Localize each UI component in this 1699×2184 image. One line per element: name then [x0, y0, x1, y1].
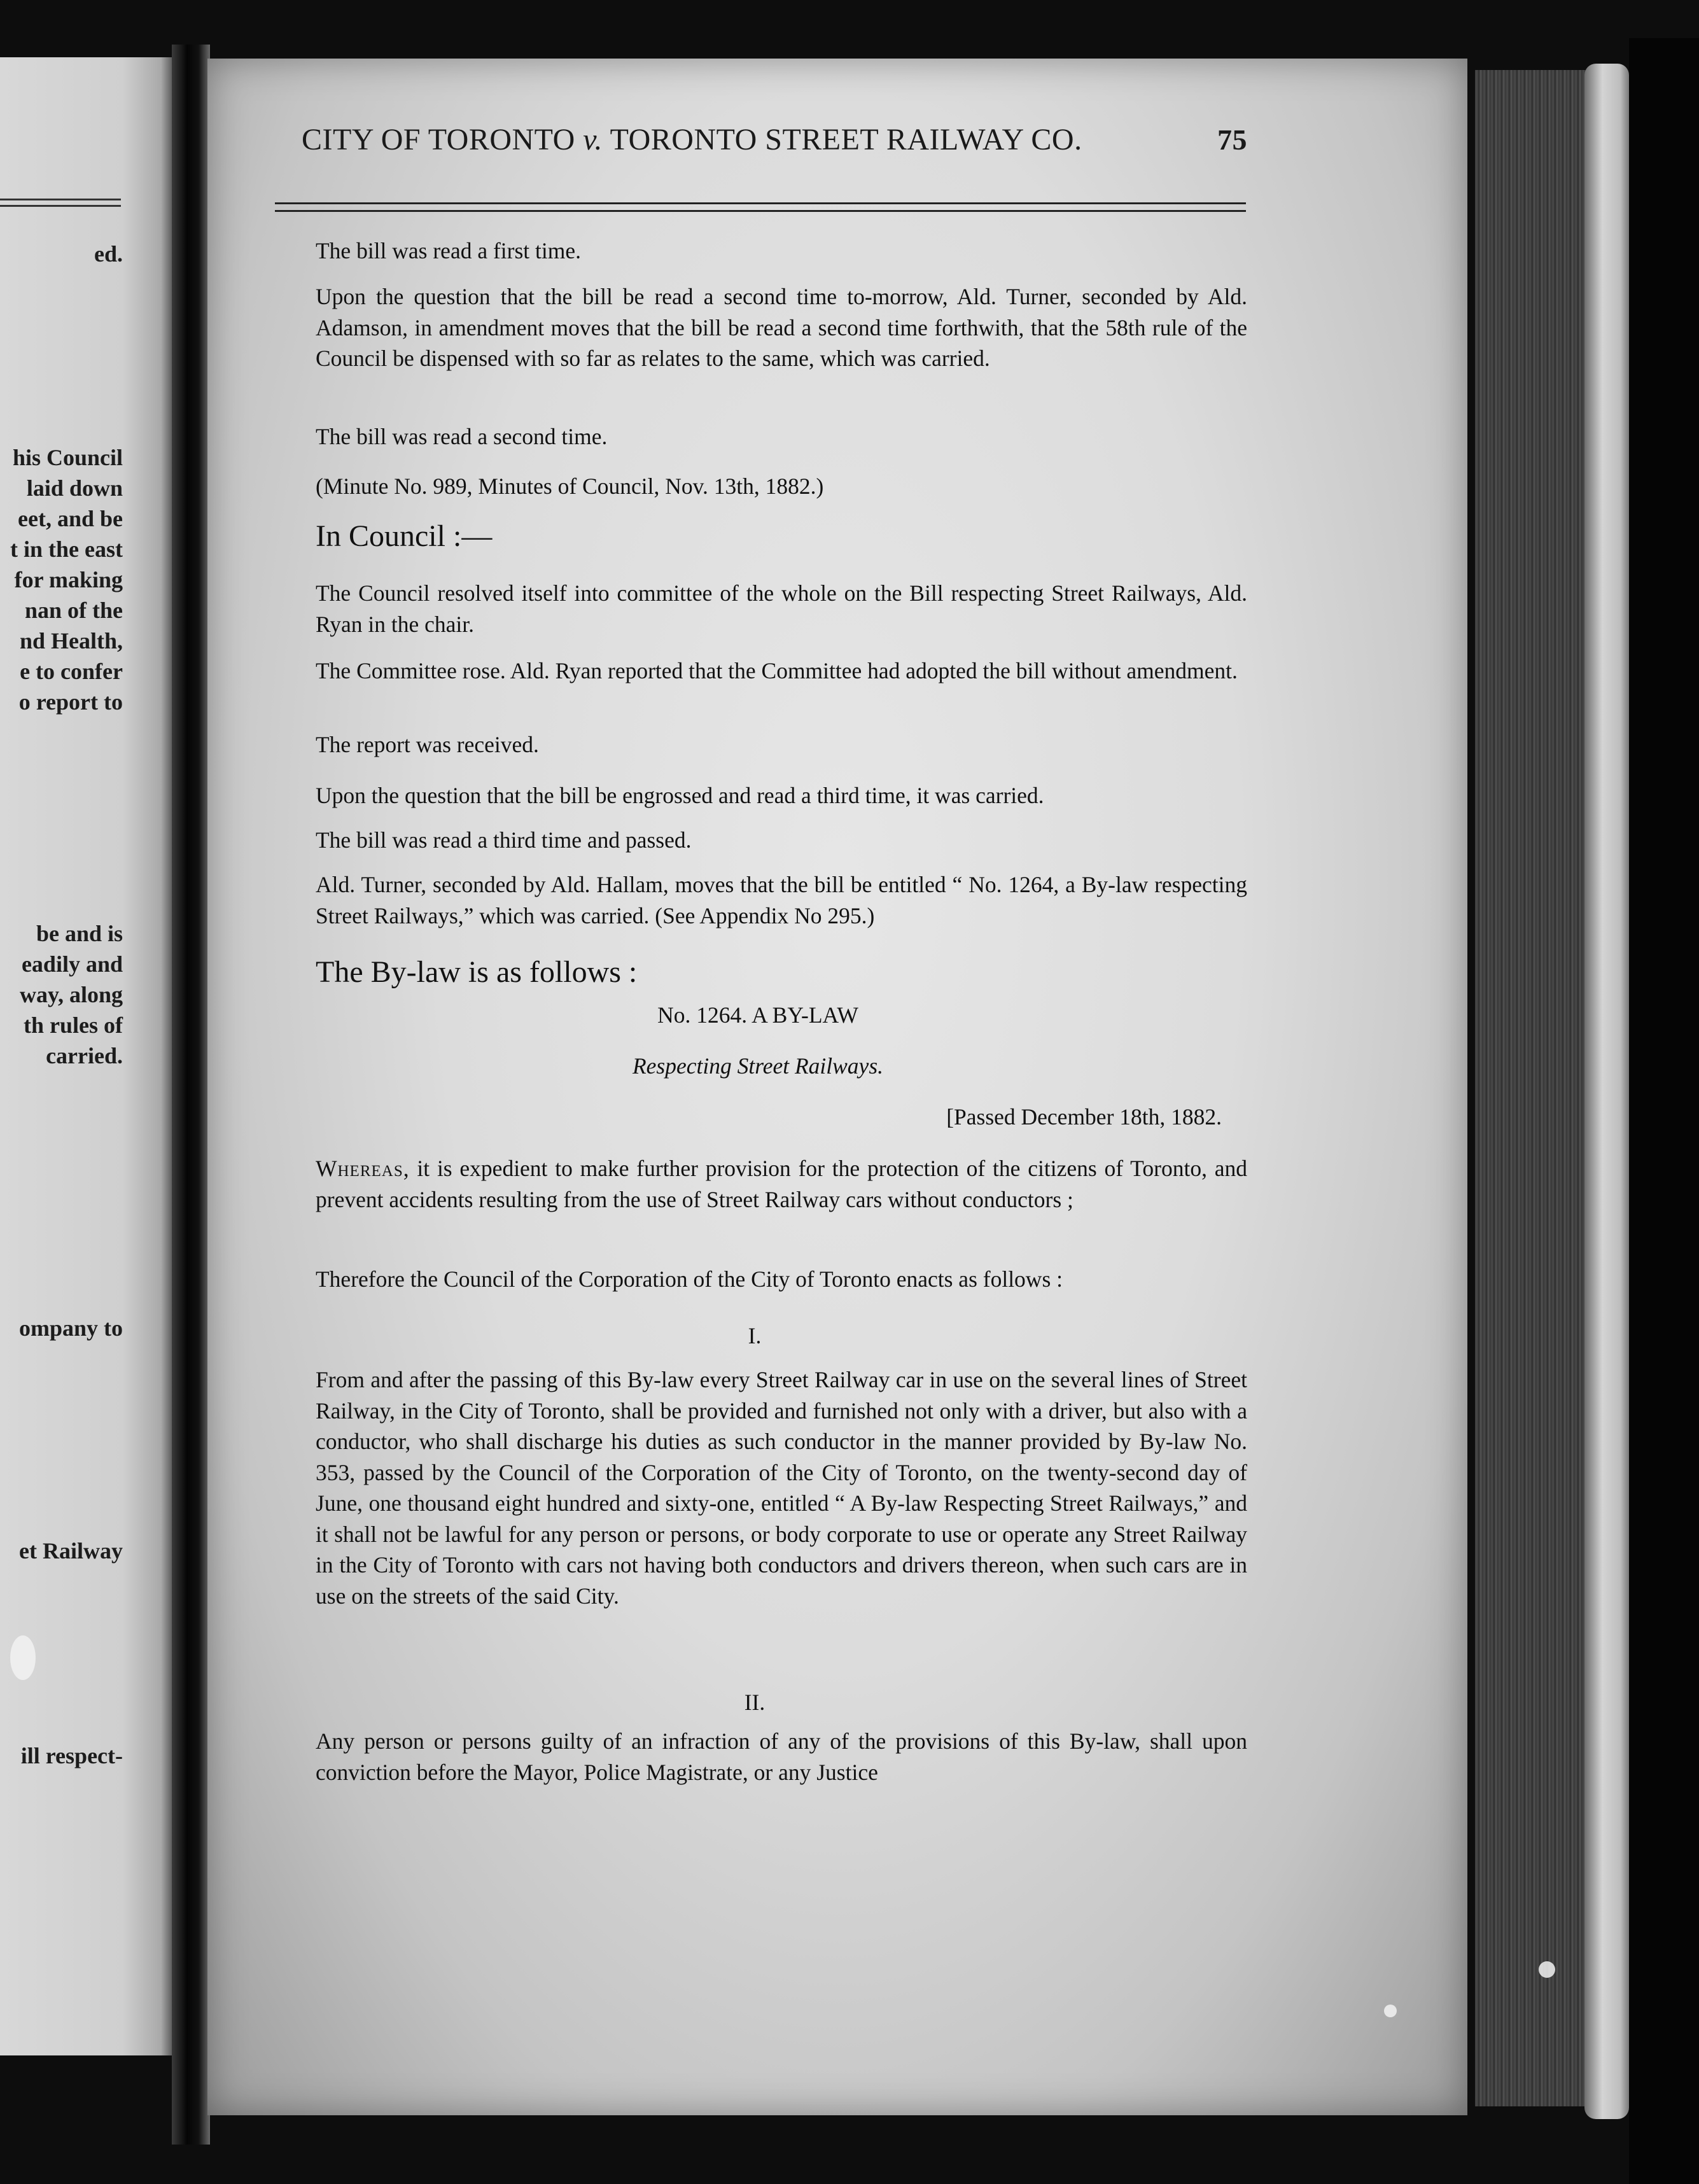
title-part: CITY OF TORONTO — [302, 123, 584, 157]
paragraph — [316, 825, 1247, 856]
left-page-line: ed. — [94, 241, 123, 267]
left-page-rule — [0, 205, 121, 207]
bylaw-subtitle: Respecting Street Railways. — [632, 1053, 884, 1079]
left-page-line: be and is — [36, 921, 123, 946]
left-page-line: eet, and be — [18, 506, 123, 531]
bylaw-number: No. 1264. A BY-LAW — [657, 1002, 858, 1028]
paragraph-text: The bill was read a second time. — [316, 424, 608, 449]
title-part: TORONTO STREET RAILWAY CO. — [603, 123, 1082, 157]
section-number-1: I. — [748, 1323, 762, 1348]
minute-reference: (Minute No. 989, Minutes of Council, Nov. 13th, 1882.) — [316, 473, 824, 499]
paragraph — [316, 729, 1247, 760]
left-page-line: for making — [14, 567, 123, 592]
header-rule — [275, 210, 1246, 212]
paragraph — [316, 655, 1247, 687]
scan-background — [1629, 38, 1699, 2184]
paragraph — [316, 780, 1247, 811]
left-page-line: e to confer — [20, 659, 123, 684]
paragraph-text: Ald. Turner, seconded by Ald. Hallam, moves that the bill be entitled “ No. 1264, a By-law respecting Street Railways,” which was carried. (See Appendix No 295.) — [316, 872, 1247, 928]
heading-bylaw: The By-law is as follows : — [316, 955, 638, 989]
bylaw-passed-date: [Passed December 18th, 1882. — [946, 1104, 1222, 1130]
title-versus: v. — [583, 123, 603, 157]
left-page-line: his Council — [12, 445, 123, 470]
scan-speck — [10, 1635, 36, 1680]
left-page-line: nd Health, — [19, 628, 123, 654]
paragraph-text: Therefore the Council of the Corporation of the City of Toronto enacts as follows : — [316, 1266, 1063, 1292]
left-page-line: way, along — [19, 982, 123, 1007]
paragraph-text: Upon the question that the bill be engrossed and read a third time, it was carried. — [316, 783, 1044, 808]
enacting-clause — [316, 1264, 1247, 1295]
paragraph-text: The bill was read a first time. — [316, 238, 581, 263]
paragraph — [316, 471, 1247, 502]
running-head — [302, 122, 1247, 157]
left-page-line: nan of the — [24, 598, 123, 623]
left-page-line: ompany to — [18, 1315, 123, 1341]
whereas-paragraph — [316, 1153, 1247, 1215]
paragraph — [316, 869, 1247, 931]
left-page-line: th rules of — [24, 1012, 123, 1038]
paragraph-text: The report was received. — [316, 732, 539, 757]
section-number-2: II. — [744, 1690, 766, 1715]
paragraph-text: The Council resolved itself into committee of the whole on the Bill respecting Street Railways, Ald. Ryan in the chair. — [316, 580, 1247, 637]
section-2-text — [316, 1726, 1247, 1788]
left-facing-page — [0, 57, 175, 2055]
whereas-text: it is expedient to make further provision for the protection of the citizens of Toronto, and prevent accidents resulting from the use of Street Railway cars without conductors ; — [316, 1156, 1247, 1212]
heading-in-council: In Council :— — [316, 519, 493, 553]
page-number: 75 — [1217, 123, 1247, 156]
paragraph-text: Upon the question that the bill be read a second time to-morrow, Ald. Turner, seconded by Ald. Adamson, in amendment moves that the bill be read a second time forthwith, that the 58th rule of the Council be dispensed with so far as relates to the same, which was carried. — [316, 284, 1247, 371]
book-edge-highlight — [1584, 64, 1629, 2119]
running-head-title — [302, 122, 1082, 157]
left-page-line: et Railway — [19, 1538, 123, 1564]
paragraph-text: The Committee rose. Ald. Ryan reported that the Committee had adopted the bill without amendment. — [316, 658, 1238, 683]
paragraph — [316, 281, 1247, 374]
book-gutter — [172, 45, 210, 2145]
paragraph-text: From and after the passing of this By-law every Street Railway car in use on the several lines of Street Railway, in the City of Toronto, shall be provided and furnished not only with a driver, but also with a conductor, who shall discharge his duties as such conductor in the manner provided by By-law No. 353, passed by the Council of the Corporation of the City of Toronto, on the twenty-second day of June, one thousand eight hundred and sixty-one, entitled “ A By-law Respecting Street Railways,” and it shall not be lawful for any person or persons, or body corporate to use or operate any Street Railway in the City of Toronto with cars not having both conductors and drivers thereon, when such cars are in use on the streets of the said City. — [316, 1367, 1247, 1609]
paragraph-text: Any person or persons guilty of an infraction of any of the provisions of this By-law, shall upon conviction before the Mayor, Police Magistrate, or any Justice — [316, 1728, 1247, 1785]
left-page-line: eadily and — [21, 951, 123, 977]
left-page-line: t in the east — [10, 536, 123, 562]
paragraph-text — [316, 1153, 1247, 1215]
left-page-line: ill respect- — [20, 1743, 123, 1768]
paragraph-text: The bill was read a third time and passed. — [316, 827, 692, 853]
paragraph — [316, 421, 1247, 452]
paragraph — [316, 578, 1247, 640]
scan-speck — [1539, 1961, 1555, 1978]
scan-speck — [1384, 2005, 1397, 2017]
paragraph — [316, 235, 1247, 267]
left-page-line: carried. — [46, 1043, 123, 1068]
whereas-word: Whereas, — [316, 1156, 410, 1181]
left-page-line: o report to — [18, 689, 123, 715]
left-page-rule — [0, 199, 121, 200]
left-page-line: laid down — [26, 475, 123, 501]
header-rule — [275, 202, 1246, 204]
section-1-text — [316, 1364, 1247, 1611]
